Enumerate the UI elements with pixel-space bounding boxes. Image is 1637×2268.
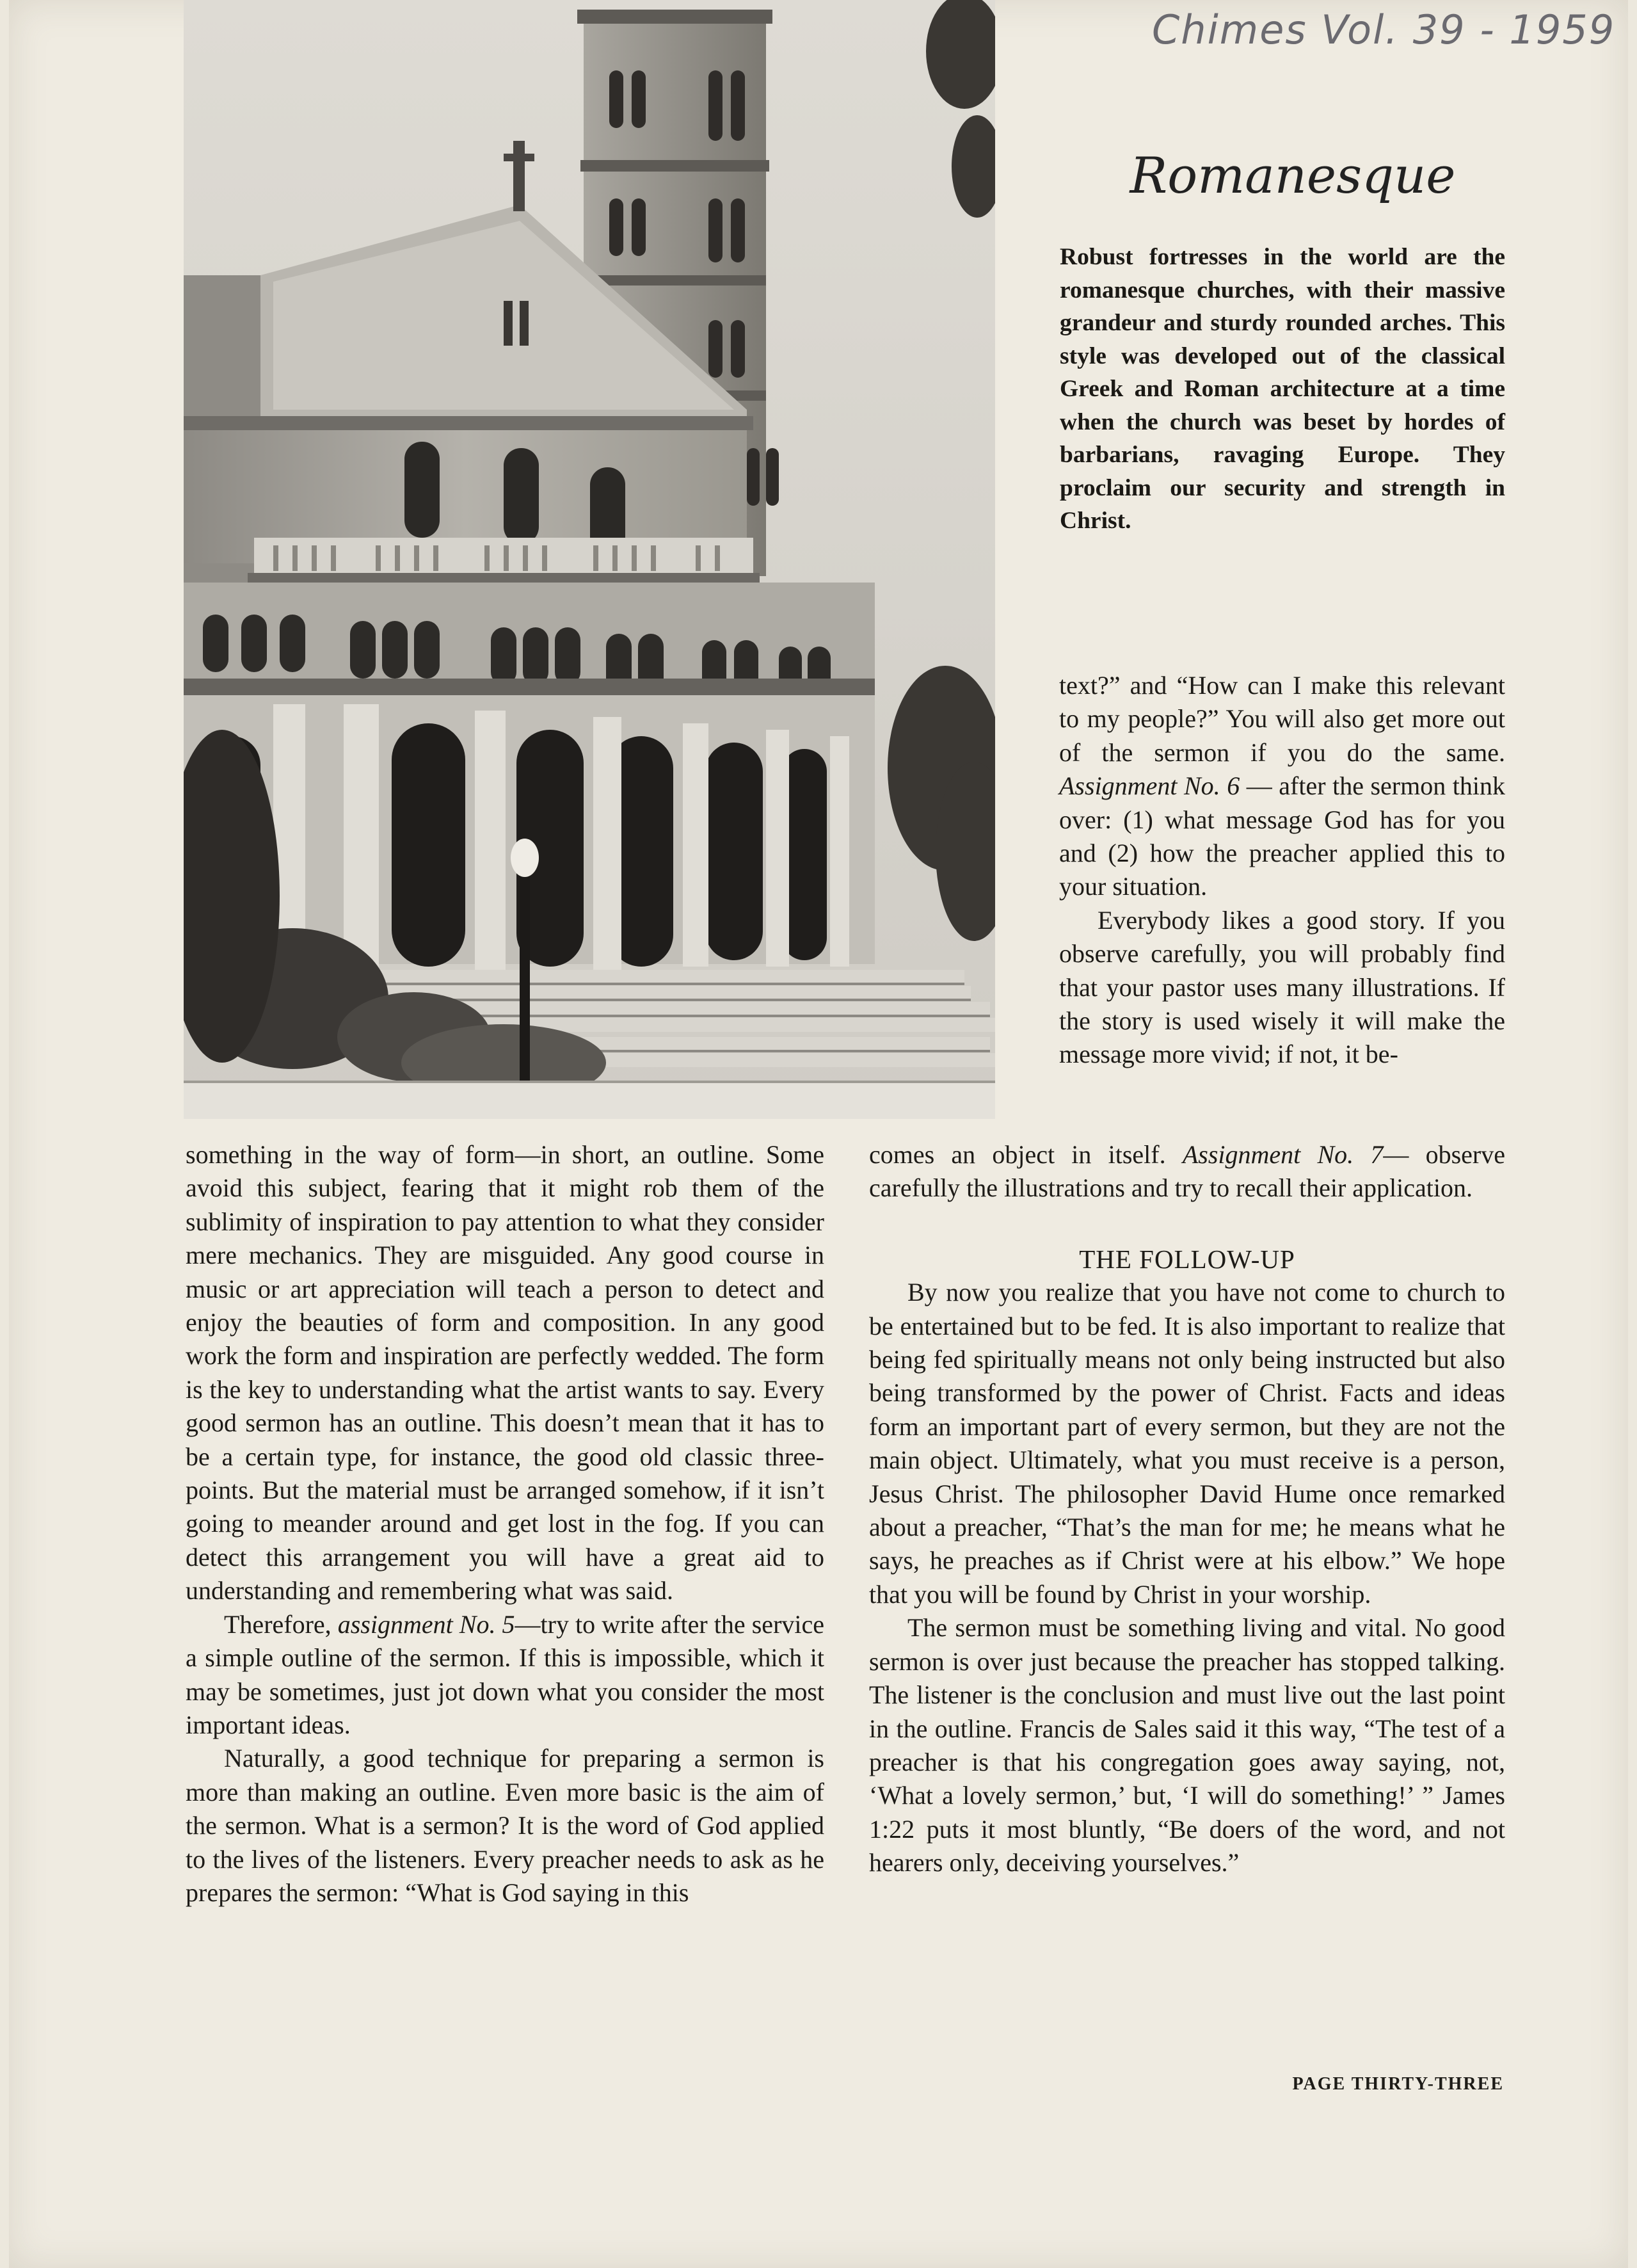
photo-caption: Robust fortresses in the world are the romanesque churches, with their massive grandeur and sturdy rounded arches. This style was developed out of the classical Greek and Roman architecture at a time when the church was beset by hordes of barbarians, ravaging Europe. They proclaim our security and strength in Christ. xyxy=(1060,244,1505,534)
right-column-top xyxy=(1059,669,1505,1072)
paragraph: Everybody likes a good story. If you observe carefully, you will probably find that your pastor uses many illustrations. If the story is used wisely it will make the message more vivid; if not, it be- xyxy=(1059,905,1505,1069)
assignment-label: assignment No. 5 xyxy=(337,1609,515,1639)
assignment-label: Assignment No. 7 xyxy=(1182,1140,1384,1169)
paragraph: By now you realize that you have not come to church to be entertained but to be fed. It is also important to realize that being fed spiritually means not only being instructed but also being transformed by the power of Christ. Facts and ideas form an important part of every sermon, but they are not the main object. Ultimately, what you must receive is a person, Jesus Christ. The philosopher David Hume once remarked about a preacher, “That’s the man for me; he means what he says, he preaches as if Christ were at his elbow.” We hope that you will be found by Christ in your worship. xyxy=(869,1278,1505,1609)
section-heading: THE FOLLOW-UP xyxy=(1079,1244,1295,1274)
left-column xyxy=(186,1138,824,1910)
page-number: PAGE THIRTY-THREE xyxy=(1292,2074,1504,2094)
sidebar-title: Romanesque xyxy=(1130,147,1456,205)
right-column xyxy=(869,1138,1505,1880)
paragraph: comes an object in itself. Assignment No. 7— observe carefully the illustrations and try to recall their application. xyxy=(869,1140,1505,1203)
paragraph: text?” and “How can I make this relevant to my people?” You will also get more out of the sermon if you do the same. Assignment No. 6 — after the sermon think over: (1) what message God has for you and (2) how the preacher applied this to your situation. xyxy=(1059,671,1506,901)
paragraph: Therefore, assignment No. 5—try to write after the service a simple outline of the sermon. If this is impossible, which it may be sometimes, just jot down what you consider the most important ideas. xyxy=(186,1609,825,1739)
assignment-label: Assignment No. 6 xyxy=(1059,771,1240,801)
handwritten-margin-note: Chimes Vol. 39 - 1959 xyxy=(1152,6,1616,53)
paragraph: Naturally, a good technique for preparing a sermon is more than making an outline. Even more basic is the aim of the sermon. What is a sermon? It is the word of God applied to the lives of the listeners. Every preacher needs to ask as he prepares the sermon: “What is God saying in this xyxy=(186,1744,824,1907)
paragraph: something in the way of form—in short, an outline. Some avoid this subject, fearing that it might rob them of the sublimity of inspiration to pay attention to what they consider mere mechanics. They are misguided. Any good course in music or art appreciation will teach a person to detect and enjoy the beauties of form and composition. In any good work the form and inspiration are perfectly wedded. The form is the key to understanding what the artist wants to say. Every good sermon has an outline. This doesn’t mean that it has to be a certain type, for instance, the good old classic three-points. But the material must be arranged somehow, if it isn’t going to meander around and get lost in the fog. If you can detect this arrangement you will have a great aid to understanding and remembering what was said. xyxy=(186,1140,824,1605)
church-photograph xyxy=(184,0,995,1119)
paragraph: The sermon must be something living and vital. No good sermon is over just because the preacher has stopped talking. The listener is the conclusion and must live out the last point in the outline. Francis de Sales said it this way, “The test of a preacher is that his congregation goes away saying, not, ‘What a lovely sermon,’ but, ‘I will do something!’ ” James 1:22 puts it most bluntly, “Be doers of the word, and not hearers only, deceiving yourselves.” xyxy=(869,1613,1505,1878)
